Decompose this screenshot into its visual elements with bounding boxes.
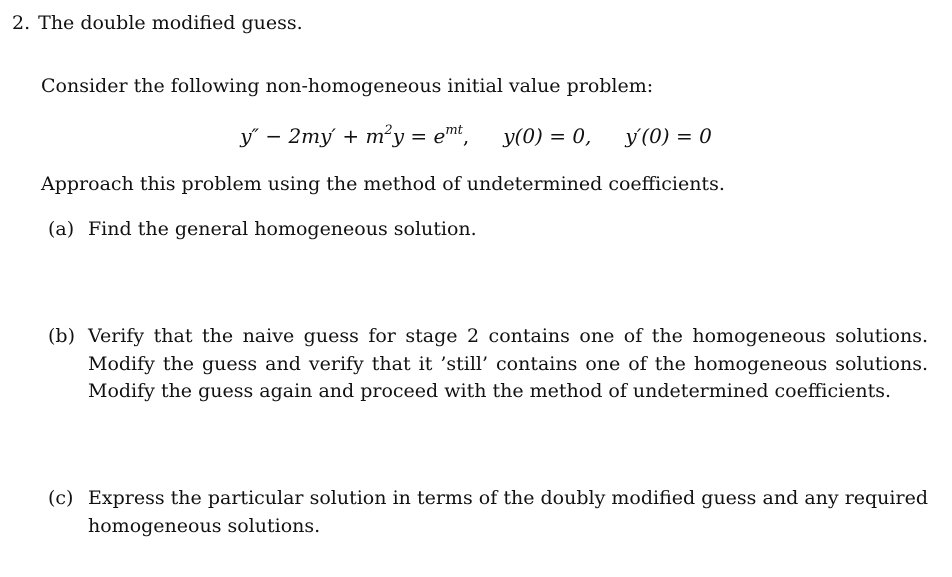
ode-comma: ,	[462, 124, 470, 148]
ode-part-2: y = e	[392, 124, 446, 148]
approach-paragraph: Approach this problem using the method of undetermined coefficients.	[41, 173, 725, 195]
part-a-label: (a)	[48, 218, 75, 240]
part-b	[48, 323, 928, 406]
part-c-text: Express the particular solution in terms of the doubly modified guess and any required homogeneous solutions.	[88, 487, 928, 537]
ode-exponent-2: 2	[384, 123, 393, 138]
part-a-text: Find the general homogeneous solution.	[88, 218, 477, 240]
part-c	[48, 485, 928, 540]
ode-exponent-mt: mt	[445, 123, 463, 138]
problem-heading	[12, 10, 303, 36]
ivp-equation	[0, 121, 952, 151]
part-a	[48, 216, 928, 244]
problem-number: 2.	[12, 12, 31, 34]
part-b-label: (b)	[48, 325, 75, 347]
initial-condition-2: y′(0) = 0	[625, 124, 712, 148]
ode-part-1: y″ − 2my′ + m	[240, 124, 385, 148]
problem-title: The double modified guess.	[38, 12, 303, 34]
initial-condition-1: y(0) = 0,	[503, 124, 592, 148]
intro-paragraph: Consider the following non-homogeneous initial value problem:	[41, 75, 654, 97]
part-b-text: Verify that the naive guess for stage 2 contains one of the homogeneous solutions. Modify the guess and verify that it ’still’ contains one of the homogeneous solutions. Modify the guess again and proceed with the method of undetermined coefficients.	[88, 325, 928, 402]
part-c-label: (c)	[48, 487, 74, 509]
